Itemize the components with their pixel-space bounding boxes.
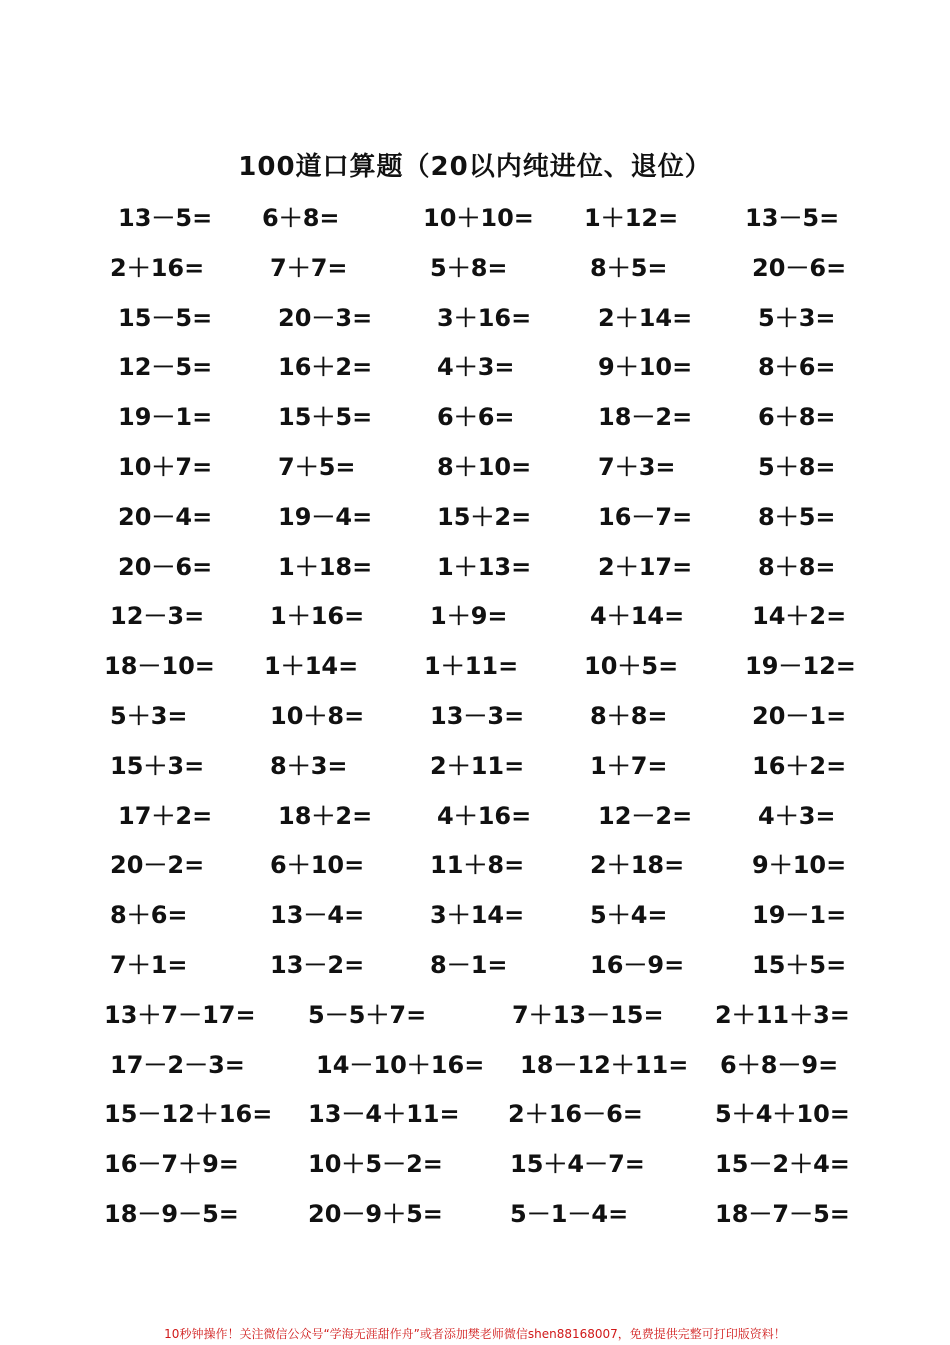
arithmetic-problem: 5＋4＋10= — [715, 1100, 850, 1129]
arithmetic-problem: 5＋8= — [758, 453, 836, 481]
arithmetic-problem: 16－9= — [590, 951, 685, 979]
arithmetic-problem: 5＋3= — [110, 702, 188, 730]
arithmetic-problem: 2＋17= — [598, 552, 693, 581]
arithmetic-problem: 1＋9= — [430, 602, 508, 631]
arithmetic-problem: 2＋14= — [598, 303, 693, 332]
arithmetic-problem: 10＋5= — [584, 652, 679, 681]
arithmetic-problem: 19－12= — [745, 652, 856, 681]
arithmetic-problem: 1＋12= — [584, 204, 679, 232]
arithmetic-problem: 11＋8= — [430, 851, 525, 880]
arithmetic-problem: 18－9－5= — [104, 1200, 239, 1228]
arithmetic-problem: 16＋2= — [278, 353, 373, 382]
arithmetic-problem: 15＋4－7= — [510, 1150, 645, 1179]
problem-row — [0, 497, 950, 537]
problem-row — [0, 895, 950, 935]
arithmetic-problem: 15－5= — [118, 303, 213, 332]
arithmetic-problem: 16－7= — [598, 502, 693, 531]
arithmetic-problem: 7＋7= — [270, 253, 348, 282]
arithmetic-problem: 10＋7= — [118, 453, 213, 481]
arithmetic-problem: 2＋11= — [430, 751, 525, 780]
arithmetic-problem: 1＋18= — [278, 552, 373, 581]
arithmetic-problem: 1＋11= — [424, 652, 519, 681]
arithmetic-problem: 20－1= — [752, 702, 847, 730]
arithmetic-problem: 13－4= — [270, 901, 365, 930]
problem-row — [0, 696, 950, 736]
arithmetic-problem: 9＋10= — [598, 353, 693, 382]
arithmetic-problem: 13－4＋11= — [308, 1100, 460, 1129]
problem-row — [0, 248, 950, 288]
arithmetic-problem: 20－6= — [752, 253, 847, 282]
arithmetic-problem: 12－3= — [110, 602, 205, 631]
problem-row — [0, 447, 950, 487]
arithmetic-problem: 8＋5= — [590, 253, 668, 282]
arithmetic-problem: 4＋3= — [758, 801, 836, 830]
arithmetic-problem: 14－10＋16= — [316, 1050, 485, 1079]
arithmetic-problem: 7＋3= — [598, 453, 676, 481]
arithmetic-problem: 13＋7－17= — [104, 1000, 256, 1029]
arithmetic-problem: 10＋5－2= — [308, 1150, 443, 1179]
arithmetic-problem: 18＋2= — [278, 801, 373, 830]
arithmetic-problem: 8＋3= — [270, 751, 348, 780]
problem-row — [0, 845, 950, 885]
arithmetic-problem: 6＋6= — [437, 403, 515, 432]
arithmetic-problem: 18－12＋11= — [520, 1050, 689, 1079]
arithmetic-problem: 3＋16= — [437, 303, 532, 332]
arithmetic-problem: 4＋14= — [590, 602, 685, 631]
arithmetic-problem: 15－12＋16= — [104, 1100, 273, 1129]
arithmetic-problem: 8＋5= — [758, 502, 836, 531]
arithmetic-problem: 8＋6= — [758, 353, 836, 382]
problem-row — [0, 1194, 950, 1234]
arithmetic-problem: 18－2= — [598, 403, 693, 432]
arithmetic-problem: 19－4= — [278, 502, 373, 531]
arithmetic-problem: 13－5= — [745, 204, 840, 232]
arithmetic-problem: 2＋16= — [110, 253, 205, 282]
arithmetic-problem: 13－5= — [118, 204, 213, 232]
arithmetic-problem: 8＋10= — [437, 453, 532, 481]
arithmetic-problem: 20－2= — [110, 851, 205, 880]
arithmetic-problem: 13－3= — [430, 702, 525, 730]
arithmetic-problem: 12－5= — [118, 353, 213, 382]
problem-row — [0, 646, 950, 686]
arithmetic-problem: 7＋1= — [110, 951, 188, 979]
arithmetic-problem: 5＋8= — [430, 253, 508, 282]
arithmetic-problem: 2＋16－6= — [508, 1100, 643, 1129]
arithmetic-problem: 8＋8= — [758, 552, 836, 581]
problem-row — [0, 1144, 950, 1184]
arithmetic-problem: 6＋8= — [758, 403, 836, 432]
arithmetic-problem: 20－6= — [118, 552, 213, 581]
arithmetic-problem: 16＋2= — [752, 751, 847, 780]
problem-row — [0, 397, 950, 437]
problem-row — [0, 945, 950, 985]
arithmetic-problem: 8＋6= — [110, 901, 188, 930]
arithmetic-problem: 1＋13= — [437, 552, 532, 581]
arithmetic-problem: 15＋5= — [278, 403, 373, 432]
problem-row — [0, 796, 950, 836]
arithmetic-problem: 19－1= — [118, 403, 213, 432]
arithmetic-problem: 7＋13－15= — [512, 1000, 664, 1029]
arithmetic-problem: 8＋8= — [590, 702, 668, 730]
arithmetic-problem: 2＋11＋3= — [715, 1000, 850, 1029]
arithmetic-problem: 20－3= — [278, 303, 373, 332]
arithmetic-problem: 13－2= — [270, 951, 365, 979]
arithmetic-problem: 5＋4= — [590, 901, 668, 930]
arithmetic-problem: 6＋10= — [270, 851, 365, 880]
arithmetic-problem: 18－10= — [104, 652, 215, 681]
problem-row — [0, 347, 950, 387]
arithmetic-problem: 15＋5= — [752, 951, 847, 979]
arithmetic-problem: 1＋14= — [264, 652, 359, 681]
arithmetic-problem: 9＋10= — [752, 851, 847, 880]
page-title: 100道口算题（20以内纯进位、退位） — [238, 152, 712, 182]
problem-row — [0, 746, 950, 786]
arithmetic-problem: 18－7－5= — [715, 1200, 850, 1228]
arithmetic-problem: 6＋8－9= — [720, 1050, 839, 1079]
arithmetic-problem: 17＋2= — [118, 801, 213, 830]
arithmetic-problem: 15＋3= — [110, 751, 205, 780]
arithmetic-problem: 15＋2= — [437, 502, 532, 531]
arithmetic-problem: 19－1= — [752, 901, 847, 930]
problem-row — [0, 198, 950, 238]
arithmetic-problem: 4＋16= — [437, 801, 532, 830]
problem-row — [0, 1045, 950, 1085]
arithmetic-problem: 3＋14= — [430, 901, 525, 930]
arithmetic-problem: 10＋8= — [270, 702, 365, 730]
arithmetic-problem: 6＋8= — [262, 204, 340, 232]
arithmetic-problem: 1＋7= — [590, 751, 668, 780]
arithmetic-problem: 4＋3= — [437, 353, 515, 382]
arithmetic-problem: 16－7＋9= — [104, 1150, 239, 1179]
problem-row — [0, 995, 950, 1035]
arithmetic-problem: 12－2= — [598, 801, 693, 830]
problem-row — [0, 547, 950, 587]
arithmetic-problem: 20－4= — [118, 502, 213, 531]
arithmetic-problem: 20－9＋5= — [308, 1200, 443, 1228]
problem-row — [0, 596, 950, 636]
arithmetic-problem: 8－1= — [430, 951, 508, 979]
arithmetic-problem: 15－2＋4= — [715, 1150, 850, 1179]
arithmetic-problem: 10＋10= — [423, 204, 534, 232]
problem-row — [0, 1094, 950, 1134]
arithmetic-problem: 7＋5= — [278, 453, 356, 481]
problem-row — [0, 298, 950, 338]
footer-note: 10秒钟操作！关注微信公众号“学海无涯甜作舟”或者添加樊老师微信shen88168007，免费提供完整可打印版资料！ — [164, 1327, 786, 1341]
arithmetic-problem: 5－5＋7= — [308, 1000, 427, 1029]
arithmetic-problem: 2＋18= — [590, 851, 685, 880]
arithmetic-problem: 5－1－4= — [510, 1200, 629, 1228]
arithmetic-problem: 5＋3= — [758, 303, 836, 332]
arithmetic-problem: 1＋16= — [270, 602, 365, 631]
arithmetic-problem: 17－2－3= — [110, 1050, 245, 1079]
arithmetic-problem: 14＋2= — [752, 602, 847, 631]
